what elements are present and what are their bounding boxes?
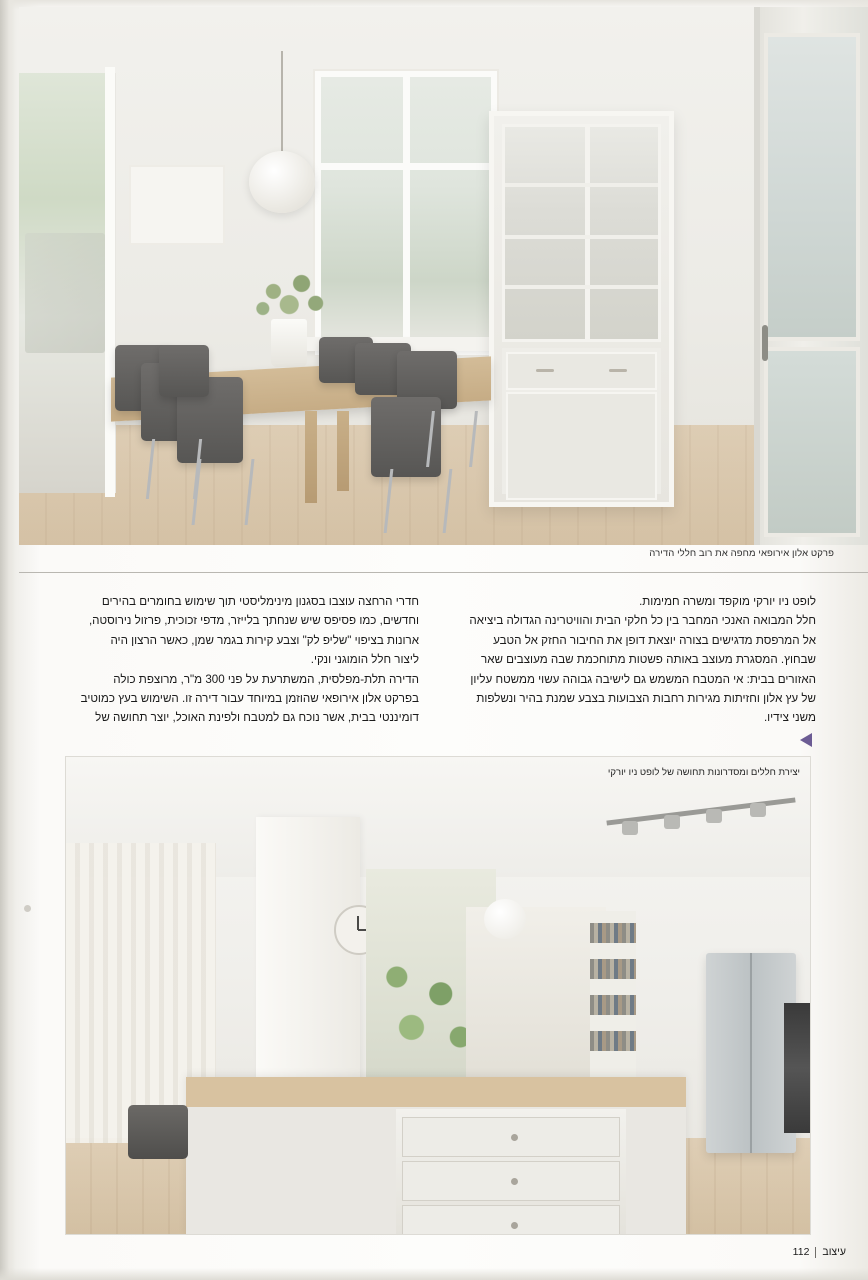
book-row [590,995,636,1015]
center-window [315,71,497,355]
cabinet-door [506,392,657,500]
bookshelf [590,911,636,1081]
cabinet-shelf [505,235,658,239]
built-in-oven [784,1003,810,1133]
spotlight-icon [664,815,680,829]
drawer-handle [536,369,554,372]
bottom-photo-caption: יצירת חללים ומסדרונות תחושה של לופט ניו יורקי [607,767,800,778]
terrace-sliding-door [754,7,868,545]
paragraph-line: בפרקט אלון אירופאי שהוזמן במיוחד עבור דירה זו. השימוש בעץ כמוטיב [80,692,419,706]
cabinet-drawer [506,352,657,390]
paragraph-line: ליצור חלל הומוגני ונקי. [310,653,419,667]
drawer-knob [511,1134,518,1141]
cabinet-lower-unit [502,348,661,494]
cabinet-glass-doors [502,124,661,342]
book-row [590,959,636,979]
text-column-left [453,592,816,749]
page-footer [793,1246,846,1258]
article-text [56,592,816,749]
cabinet-mullion [585,127,590,339]
island-drawer [402,1161,620,1201]
globe-pendant-lamp [484,899,526,939]
stainless-refrigerator [706,953,796,1153]
left-window-frame [105,67,115,497]
pendant-lamp [249,151,315,213]
door-handle [762,325,768,361]
left-garden-window [19,73,116,493]
paragraph-line: שבחוץ. המסגרת מעוצב באותה פשטות מתוחכמת שבה מעוצבים שאר [481,653,816,667]
magazine-name: עיצוב [822,1246,846,1258]
paragraph-line: לופט ניו יורקי מוקפד ומשרה חמימות. [639,595,816,608]
island-drawer-unit [396,1109,626,1234]
table-leg [305,411,317,503]
paragraph-line: ארונות בציפוי "שליפ לק" וצבע קירות בגמר שמן, כאשר הרצון היה [110,633,419,647]
top-photo-dining-room [19,7,868,545]
chair-legs [384,469,453,533]
pendant-cord [281,51,283,157]
drawer-knob [511,1178,518,1185]
paragraph-line: חדרי הרחצה עוצבו בסגנון מינימליסטי תוך שימוש בחומרים בהירים [101,595,419,608]
cabinet-shelf [505,285,658,289]
glass-display-cabinet [489,111,674,507]
book-row [590,923,636,943]
book-row [590,1031,636,1051]
arrow-left-icon [800,733,812,747]
spotlight-icon [750,803,766,817]
bar-chair [128,1105,188,1159]
chair-legs [426,411,478,467]
section-divider [19,572,868,573]
paragraph-line: אל המרפסת מדגישים בצורה יוצאת דופן את החיבור החזק אל הטבע [493,633,816,647]
door-glass-upper [764,33,860,341]
paragraph-line: משני צידיו. [763,711,816,725]
door-glass-lower [764,347,860,537]
white-vase [271,319,307,367]
paragraph-line: חלל המבואה האנכי המחבר בין כל חלקי הבית והוויטרינה הגדולה ביציאה [469,614,816,628]
drawer-handle [609,369,627,372]
spotlight-icon [622,821,638,835]
footer-separator [815,1247,816,1258]
paragraph-line: וחדשים, כמו פסיפס שיש שנחתך בלייזר, מדפי זכוכית, פרזול נירוסטה, [88,614,419,628]
paragraph-line: הדירה תלת-מפלסית, המשתרעת על פני 300 מ"ר, מרוצפת כולה [113,672,419,686]
island-drawer [402,1205,620,1234]
top-photo-caption: פרקט אלון אירופאי מחפה את רוב חללי הדירה [649,548,834,559]
paragraph-line: של עץ אלון וחזיתות מגירות רחבות הצבועות בצבע שמנת בהיר ונשלפות [476,692,816,706]
paragraph-line: האזורים בבית: אי המטבח המשמש גם לישיבה גבוהה עשוי ממשטח עליון [470,672,816,686]
drawer-knob [511,1222,518,1229]
chair-legs [192,459,255,525]
page-number: 112 [792,1246,810,1258]
paragraph-line: דומיננטי בבית, אשר נוכח גם למטבח ולפינת האוכל, יוצר תחושה של [95,711,419,725]
continuation-marker [453,730,816,749]
inner-living-room [466,907,606,1077]
table-leg [337,411,349,491]
island-drawer [402,1117,620,1157]
scan-edge-left [0,0,16,1280]
wall-artwork [131,167,223,243]
spotlight-icon [706,809,722,823]
binder-punch-mark [24,905,31,912]
dining-chair [159,345,209,397]
chair-legs [146,439,202,499]
text-column-right [56,592,419,749]
bottom-photo-kitchen [66,757,810,1234]
cabinet-shelf [505,183,658,187]
